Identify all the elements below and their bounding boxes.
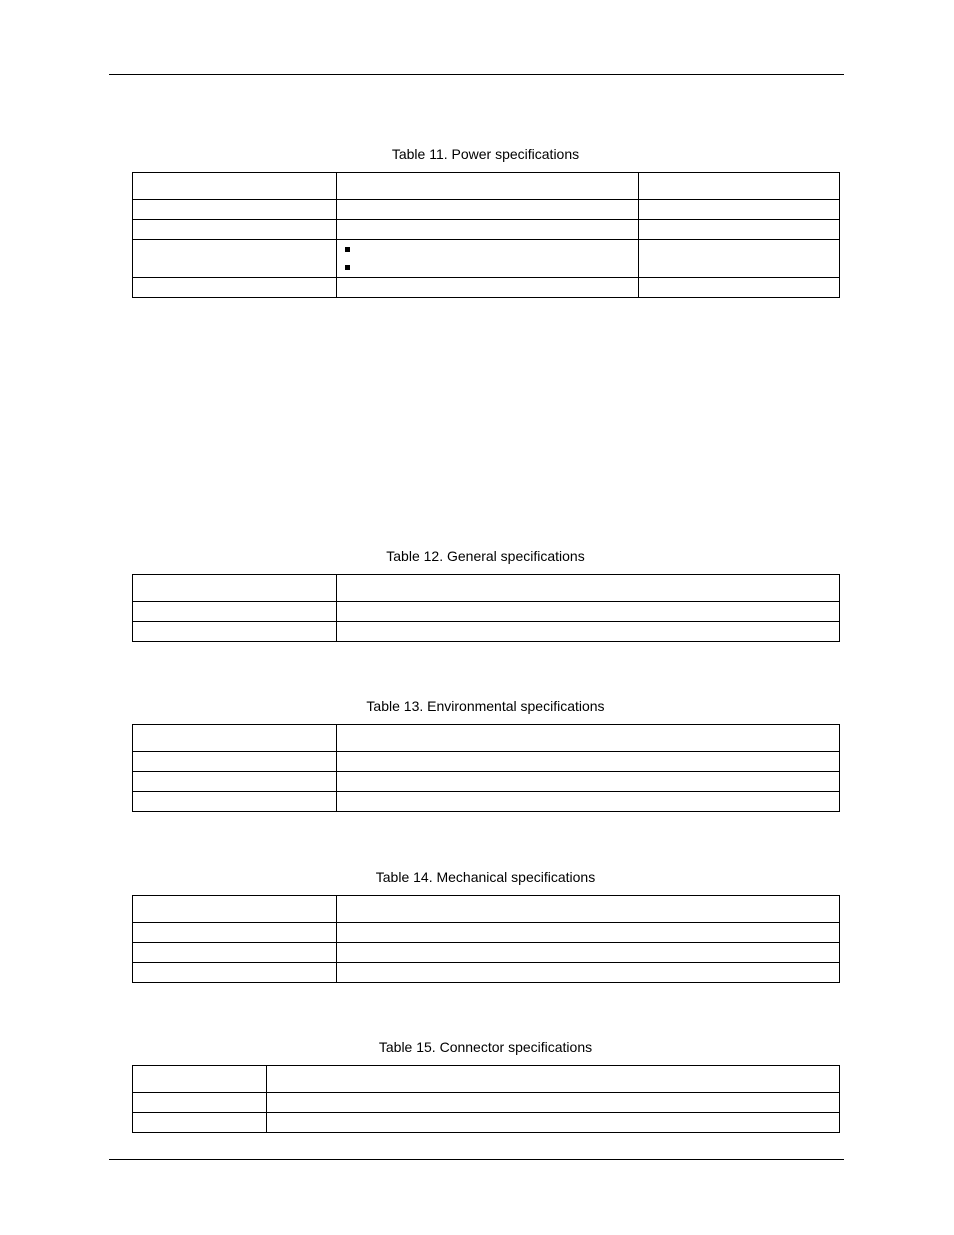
table-row [133, 752, 840, 772]
bullet-item [343, 240, 632, 258]
table-row [133, 622, 840, 642]
table-cell [337, 752, 840, 772]
table-row [133, 602, 840, 622]
table-cell [337, 792, 840, 812]
table-row [133, 792, 840, 812]
table-cell [337, 220, 639, 240]
table-cell [337, 725, 840, 752]
table-11-caption: Table 11. Power specifications [391, 146, 580, 162]
general-specifications-table [132, 574, 840, 642]
table-cell [133, 1093, 267, 1113]
table-cell [337, 200, 639, 220]
table-cell [133, 752, 337, 772]
power-specifications-table [132, 172, 840, 298]
table-row [133, 896, 840, 923]
table-cell [133, 772, 337, 792]
table-cell [133, 173, 337, 200]
table-cell [133, 725, 337, 752]
table-cell [133, 602, 337, 622]
table-cell [133, 575, 337, 602]
table-cell [639, 278, 840, 298]
table-cell [337, 240, 639, 278]
table-cell [337, 772, 840, 792]
table-row [133, 1113, 840, 1133]
table-cell [133, 896, 337, 923]
table-row [133, 575, 840, 602]
table-cell [337, 602, 840, 622]
table-cell [337, 963, 840, 983]
table-cell [133, 923, 337, 943]
table-cell [639, 173, 840, 200]
table-cell [267, 1066, 840, 1093]
table-cell [267, 1093, 840, 1113]
table-cell [133, 278, 337, 298]
table-cell [133, 240, 337, 278]
table-cell [639, 240, 840, 278]
table-row [133, 1093, 840, 1113]
mechanical-specifications-table [132, 895, 840, 983]
connector-specifications-table [132, 1065, 840, 1133]
table-cell [133, 792, 337, 812]
bullet-item [343, 258, 632, 276]
table-cell [267, 1113, 840, 1133]
table-row [133, 923, 840, 943]
table-row [133, 963, 840, 983]
table-cell [133, 200, 337, 220]
table-cell [639, 200, 840, 220]
table-row [133, 943, 840, 963]
table-row [133, 278, 840, 298]
table-row [133, 200, 840, 220]
footer-rule [109, 1159, 844, 1160]
table-cell [337, 896, 840, 923]
table-cell [337, 278, 639, 298]
table-cell [337, 622, 840, 642]
table-cell [133, 963, 337, 983]
header-rule [109, 74, 844, 75]
table-row [133, 173, 840, 200]
table-cell [133, 1113, 267, 1133]
table-12-caption: Table 12. General specifications [386, 548, 585, 564]
table-cell [337, 173, 639, 200]
table-cell [337, 923, 840, 943]
table-14-caption: Table 14. Mechanical specifications [375, 869, 596, 885]
table-cell [639, 220, 840, 240]
table-row [133, 220, 840, 240]
table-cell [337, 943, 840, 963]
table-13-caption: Table 13. Environmental specifications [366, 698, 605, 714]
table-cell [337, 575, 840, 602]
table-cell [133, 622, 337, 642]
table-row [133, 240, 840, 278]
table-15-caption: Table 15. Connector specifications [378, 1039, 593, 1055]
table-cell [133, 220, 337, 240]
table-row [133, 1066, 840, 1093]
table-row [133, 725, 840, 752]
environmental-specifications-table [132, 724, 840, 812]
table-row [133, 772, 840, 792]
table-cell [133, 1066, 267, 1093]
table-cell [133, 943, 337, 963]
